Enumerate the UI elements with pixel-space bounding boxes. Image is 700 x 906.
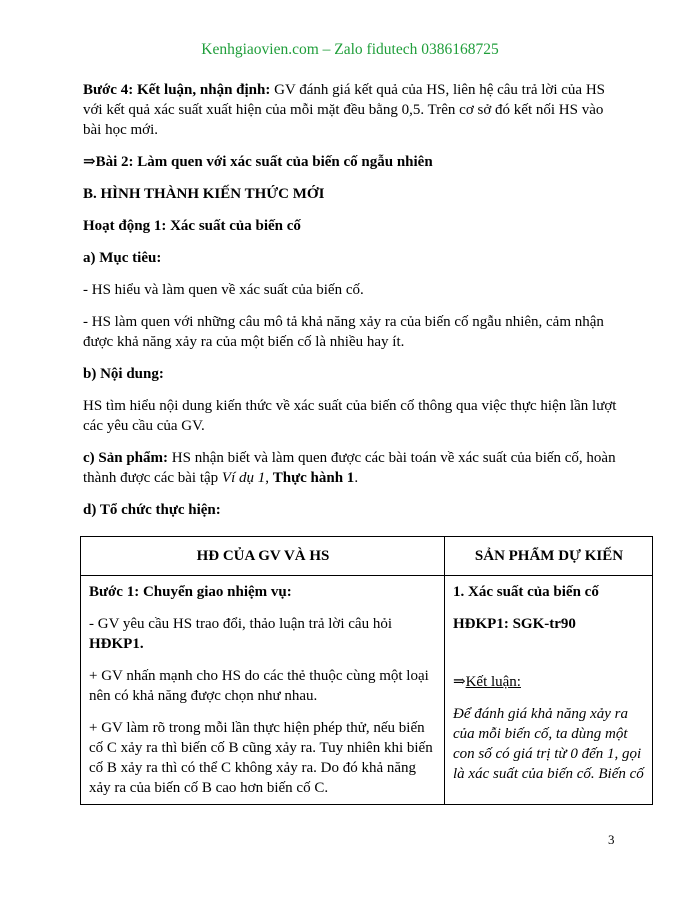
step1-heading: Bước 1: Chuyển giao nhiệm vụ:: [89, 584, 292, 600]
product-ref: HĐKP1: SGK-tr90: [453, 616, 576, 632]
conclusion-text: Để đánh giá khả năng xảy ra của mỗi biến cố, ta dùng một con số có giá trị từ 0 đến 1, gọi là xác suất của biến cố. Biến cố: [453, 706, 644, 782]
page-number: 3: [608, 832, 615, 847]
table-header-row: [81, 537, 653, 576]
step4-paragraph: [83, 80, 623, 140]
conclusion-label: ⇒Kết luận:: [453, 674, 521, 690]
document-body: [83, 80, 623, 520]
activity-cell: [81, 576, 445, 805]
organize-heading: d) Tổ chức thực hiện:: [83, 502, 221, 518]
step4-label: Bước 4: Kết luận, nhận định:: [83, 82, 271, 98]
content-text: HS tìm hiểu nội dung kiến thức về xác suất của biến cố thông qua việc thực hiện lần lượt các yêu cầu của GV.: [83, 398, 617, 434]
table-row: [81, 576, 653, 805]
objective-heading: a) Mục tiêu:: [83, 250, 162, 266]
page-header: Kenhgiaovien.com – Zalo fidutech 0386168725: [201, 41, 499, 58]
product-paragraph: c) Sản phẩm: HS nhận biết và làm quen được các bài toán về xác suất của biến cố, hoàn thành được các bài tập Ví dụ 1, Thực hành 1.: [83, 450, 616, 486]
product-cell: [445, 576, 653, 805]
arrow-icon: ⇒: [453, 674, 466, 690]
step1-item-3: + GV làm rõ trong mỗi lần thực hiện phép thử, nếu biến cố C xảy ra thì biến cố B cũng xảy ra. Tuy nhiên khi biến cố B xảy ra thì có thể C không xảy ra. Do đó khả năng xảy ra của biến cố B cao hơn biến cố C.: [89, 720, 433, 796]
activity-table: [80, 536, 653, 805]
product-title: 1. Xác suất của biến cố: [453, 584, 599, 600]
step1-item-1: - GV yêu cầu HS trao đổi, thảo luận trả lời câu hỏi HĐKP1.: [89, 616, 392, 652]
lesson2-title: ⇒Bài 2: Làm quen với xác suất của biến cố ngẫu nhiên: [83, 154, 433, 170]
product-label: c) Sản phẩm:: [83, 450, 169, 466]
section-b-heading: B. HÌNH THÀNH KIẾN THỨC MỚI: [83, 186, 325, 202]
objective-item-2: - HS làm quen với những câu mô tả khả năng xảy ra của biến cố ngẫu nhiên, cảm nhận được khả năng xảy ra của một biến cố là nhiều hay ít.: [83, 314, 604, 350]
step4-text: GV đánh giá kết quả của HS, liên hệ câu trả lời của HS với kết quả xác suất xuất hiện của mỗi mặt đều bằng 0,5. Trên cơ sở đó kết nối HS vào bài học mới.: [83, 82, 606, 138]
table-header-activity: HĐ CỦA GV VÀ HS: [81, 537, 445, 576]
content-heading: b) Nội dung:: [83, 366, 164, 382]
activity1-heading: Hoạt động 1: Xác suất của biến cố: [83, 218, 301, 234]
objective-item-1: - HS hiểu và làm quen về xác suất của biến cố.: [83, 282, 364, 298]
table-header-product: SẢN PHẨM DỰ KIẾN: [445, 537, 653, 576]
step1-item-2: + GV nhấn mạnh cho HS do các thẻ thuộc cùng một loại nên có khả năng được chọn như nhau.: [89, 668, 429, 704]
